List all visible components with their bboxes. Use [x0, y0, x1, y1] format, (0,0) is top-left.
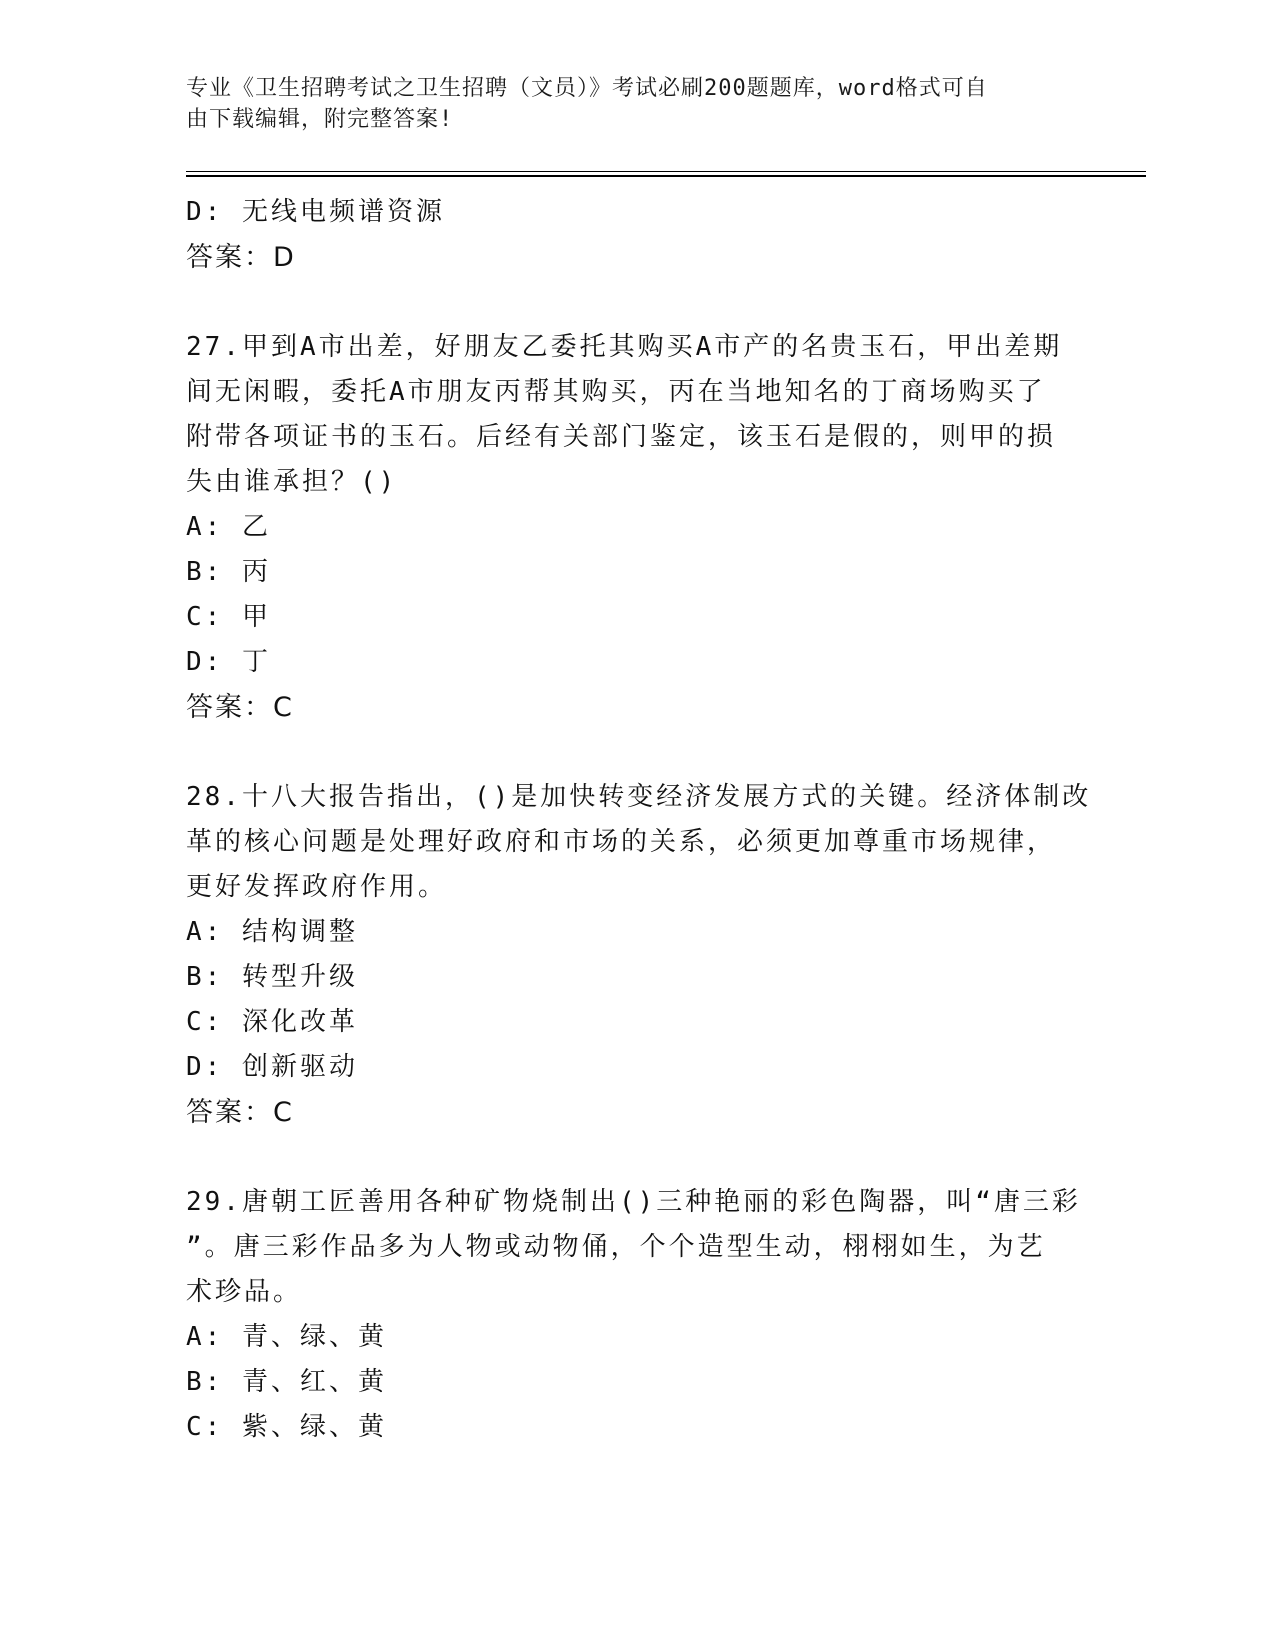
question-27-option-b: B: 丙 [186, 557, 271, 587]
question-28-answer: 答案：C [186, 1097, 294, 1128]
spacer [186, 1135, 1066, 1180]
prev-option-d: D: 无线电频谱资源 [186, 197, 445, 227]
question-29-line-1: 29.唐朝工匠善用各种矿物烧制出()三种艳丽的彩色陶器，叫“唐三彩 [186, 1187, 1081, 1217]
question-28-line-3: 更好发挥政府作用。 [186, 872, 448, 902]
question-29-line-3: 术珍品。 [186, 1277, 303, 1307]
question-27-line-4: 失由谁承担？() [186, 467, 398, 497]
document-header [186, 73, 1066, 135]
question-27 [186, 325, 1066, 730]
question-27-line-2: 间无闲暇，委托A市朋友丙帮其购买，丙在当地知名的丁商场购买了 [186, 377, 1046, 407]
question-29-option-a: A: 青、绿、黄 [186, 1322, 387, 1352]
spacer [186, 730, 1066, 775]
question-28-option-a: A: 结构调整 [186, 917, 358, 947]
header-line-2: 由下载编辑，附完整答案! [186, 107, 454, 132]
question-27-option-d: D: 丁 [186, 647, 271, 677]
question-28-option-b: B: 转型升级 [186, 962, 358, 992]
header-rule-thick [186, 175, 1146, 177]
question-27-line-1: 27.甲到A市出差，好朋友乙委托其购买A市产的名贵玉石，甲出差期 [186, 332, 1063, 362]
question-28-line-1: 28.十八大报告指出，()是加快转变经济发展方式的关键。经济体制改 [186, 782, 1092, 812]
question-29-line-2: ”。唐三彩作品多为人物或动物俑，个个造型生动，栩栩如生，为艺 [186, 1232, 1046, 1262]
question-29-option-b: B: 青、红、黄 [186, 1367, 387, 1397]
question-27-line-3: 附带各项证书的玉石。后经有关部门鉴定，该玉石是假的，则甲的损 [186, 422, 1057, 452]
question-28-option-d: D: 创新驱动 [186, 1052, 358, 1082]
question-content [186, 190, 1092, 1450]
question-28 [186, 775, 1092, 1135]
question-28-line-2: 革的核心问题是处理好政府和市场的关系，必须更加尊重市场规律， [186, 827, 1057, 857]
question-29-option-c: C: 紫、绿、黄 [186, 1412, 387, 1442]
question-27-option-c: C: 甲 [186, 602, 271, 632]
question-27-option-a: A: 乙 [186, 512, 271, 542]
prev-answer: 答案：D [186, 242, 296, 273]
question-28-option-c: C: 深化改革 [186, 1007, 358, 1037]
header-line-1: 专业《卫生招聘考试之卫生招聘（文员）》考试必刷200题题库，word格式可自 [186, 76, 988, 101]
header-rule-thin [186, 171, 1146, 172]
spacer [186, 280, 1066, 325]
question-27-answer: 答案：C [186, 692, 294, 723]
question-29 [186, 1180, 1081, 1450]
